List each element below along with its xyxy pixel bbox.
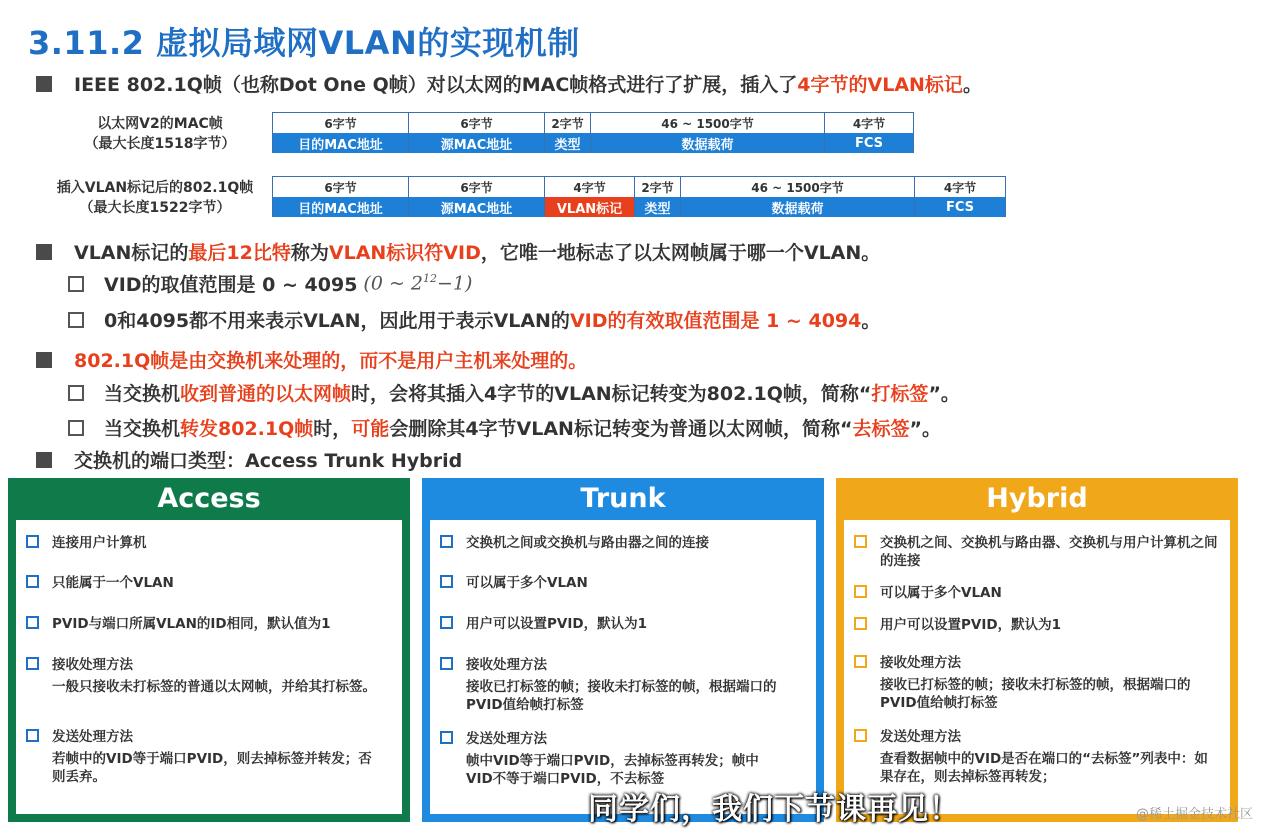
access-item: [26, 534, 394, 552]
vid-text: 称为: [290, 242, 329, 264]
item-text: 接收处理方法: [466, 657, 547, 673]
bullet-square-icon: [36, 76, 52, 92]
checkbox-icon: [440, 731, 453, 744]
frame-q-field: [634, 176, 680, 217]
access-title: Access: [157, 483, 261, 514]
frame-q-label: [40, 178, 270, 218]
watermark: @稀土掘金技术社区: [1135, 807, 1253, 822]
field-size: 6字节: [273, 176, 408, 197]
access-item: [26, 615, 394, 633]
item-subtext: 接收已打标签的帧；接收未打标签的帧，根据端口的PVID值给帧打标签: [880, 677, 1191, 711]
field-name-vlan-tag: VLAN标记: [545, 197, 634, 217]
item-text: 可以属于多个VLAN: [466, 575, 588, 591]
checkbox-icon: [854, 617, 867, 630]
item-text: 只能属于一个VLAN: [52, 575, 174, 591]
frame-q-field: [914, 176, 1006, 217]
bullet-port-types: [36, 446, 462, 473]
formula-part: (0 ~ 2: [363, 272, 424, 295]
item-text: 用户可以设置PVID，默认为1: [466, 616, 647, 632]
field-size: 4字节: [545, 176, 634, 197]
trunk-item: [440, 730, 808, 788]
field-name: 目的MAC地址: [273, 197, 408, 217]
hybrid-item: [854, 616, 1222, 634]
checkbox-icon: [440, 657, 453, 670]
field-size: 4字节: [915, 176, 1005, 197]
vid-text: ，它唯一地标志了以太网帧属于哪一个VLAN。: [480, 242, 881, 264]
untag-highlight: 转发802.1Q帧: [180, 418, 314, 440]
field-size: 2字节: [635, 176, 680, 197]
item-text: 接收处理方法: [880, 655, 961, 671]
item-text: 发送处理方法: [466, 731, 547, 747]
frame-v2-field: [544, 112, 590, 153]
frame-v2-field: [272, 112, 408, 153]
item-subtext: 一般只接收未打标签的普通以太网帧，并给其打标签。: [52, 679, 376, 695]
checkbox-icon: [26, 657, 39, 670]
vid-valid-text: 0和4095都不用来表示VLAN，因此用于表示VLAN的: [104, 310, 570, 332]
checkbox-icon: [440, 616, 453, 629]
vid-valid-text: 。: [861, 310, 881, 332]
field-name: FCS: [915, 197, 1005, 217]
item-text: PVID与端口所属VLAN的ID相同，默认值为1: [52, 616, 331, 632]
access-item: [26, 656, 394, 696]
frame-q-diagram: [272, 176, 1006, 217]
access-content: [16, 520, 402, 814]
vid-range-formula: [363, 272, 472, 294]
trunk-item: [440, 656, 808, 714]
formula-part: −1): [437, 272, 473, 295]
trunk-item: [440, 615, 808, 633]
checkbox-icon: [26, 616, 39, 629]
bullet-vid: [36, 238, 880, 265]
q-processing-heading: 802.1Q帧是由交换机来处理的，而不是用户主机来处理的。: [74, 350, 588, 372]
checkbox-icon: [440, 575, 453, 588]
vid-text: VLAN标记的: [74, 242, 189, 264]
checkbox-icon: [854, 535, 867, 548]
item-text: 可以属于多个VLAN: [880, 585, 1002, 601]
untag-highlight: 可能: [351, 418, 390, 440]
untag-text: 当交换机: [104, 418, 181, 440]
formula-exponent: 12: [423, 272, 438, 286]
tag-text: 时，会将其插入4字节的VLAN标记转变为802.1Q帧，简称“: [351, 383, 872, 405]
field-name: 数据载荷: [681, 197, 914, 217]
sub-bullet-untagging: [68, 414, 941, 441]
intro-highlight: 4字节的VLAN标记: [797, 74, 963, 96]
item-subtext: 帧中VID等于端口PVID，去掉标签再转发；帧中VID不等于端口PVID，不去标签: [466, 753, 759, 787]
item-text: 交换机之间或交换机与路由器之间的连接: [466, 535, 709, 551]
trunk-item: [440, 534, 808, 552]
trunk-title: Trunk: [580, 483, 666, 514]
checkbox-icon: [26, 575, 39, 588]
bullet-intro: [36, 70, 982, 97]
video-subtitle: 同学们，我们下节课再见！: [588, 792, 960, 827]
sub-bullet-vid-range: [68, 270, 472, 297]
hybrid-item: [854, 728, 1222, 786]
field-size: 6字节: [273, 112, 408, 133]
frame-q-field: [408, 176, 544, 217]
access-item: [26, 728, 394, 786]
item-subtext: 查看数据帧中的VID是否在端口的“去标签”列表中：如果存在，则去掉标签再转发；: [880, 751, 1208, 785]
frame-q-field: [680, 176, 914, 217]
item-text: 用户可以设置PVID，默认为1: [880, 617, 1061, 633]
bullet-square-icon: [36, 352, 52, 368]
checkbox-icon: [854, 655, 867, 668]
checkbox-icon: [26, 535, 39, 548]
hybrid-title: Hybrid: [986, 483, 1088, 514]
tag-text: ”。: [928, 383, 960, 405]
field-size: 46 ~ 1500字节: [681, 176, 914, 197]
sub-bullet-vid-valid: [68, 306, 880, 333]
intro-text: IEEE 802.1Q帧（也称Dot One Q帧）对以太网的MAC帧格式进行了扩展，插入了: [74, 74, 798, 96]
field-name: 类型: [635, 197, 680, 217]
untag-text: 会删除其4字节VLAN标记转变为普通以太网帧，简称“: [389, 418, 853, 440]
access-panel: [8, 478, 410, 822]
checkbox-icon: [68, 312, 84, 328]
field-name: 数据载荷: [591, 133, 824, 153]
tag-highlight: 收到普通的以太网帧: [180, 383, 352, 405]
checkbox-icon: [68, 420, 84, 436]
sub-bullet-tagging: [68, 379, 960, 406]
untag-highlight: 去标签: [852, 418, 910, 440]
frame-v2-field: [590, 112, 824, 153]
field-name: 源MAC地址: [409, 133, 544, 153]
frame-v2-label: [60, 114, 260, 154]
field-name: 源MAC地址: [409, 197, 544, 217]
field-size: 2字节: [545, 112, 590, 133]
vid-valid-highlight: VID的有效取值范围是 1 ~ 4094: [569, 310, 862, 332]
access-item: [26, 574, 394, 592]
item-text: 发送处理方法: [880, 729, 961, 745]
field-name: FCS: [825, 133, 913, 153]
hybrid-item: [854, 534, 1222, 570]
hybrid-content: [844, 520, 1230, 814]
item-text: 连接用户计算机: [52, 535, 147, 551]
vid-highlight: VLAN标识符VID: [328, 242, 481, 264]
item-text: 交换机之间、交换机与路由器、交换机与用户计算机之间的连接: [880, 535, 1218, 569]
vid-range-text: VID的取值范围是 0 ~ 4095: [104, 274, 358, 296]
checkbox-icon: [26, 729, 39, 742]
field-size: 6字节: [409, 176, 544, 197]
item-text: 接收处理方法: [52, 657, 133, 673]
field-size: 6字节: [409, 112, 544, 133]
frame-q-label-line2: （最大长度1522字节）: [79, 200, 231, 216]
vid-highlight: 最后12比特: [188, 242, 291, 264]
bullet-square-icon: [36, 452, 52, 468]
item-text: 发送处理方法: [52, 729, 133, 745]
checkbox-icon: [854, 585, 867, 598]
tag-highlight: 打标签: [871, 383, 929, 405]
field-name: 目的MAC地址: [273, 133, 408, 153]
untag-text: ”。: [909, 418, 941, 440]
frame-v2-label-line2: （最大长度1518字节）: [84, 136, 236, 152]
frame-q-label-line1: 插入VLAN标记后的802.1Q帧: [56, 180, 254, 196]
field-size: 4字节: [825, 112, 913, 133]
bullet-square-icon: [36, 244, 52, 260]
port-types-text: 交换机的端口类型：Access Trunk Hybrid: [74, 450, 463, 472]
checkbox-icon: [440, 535, 453, 548]
checkbox-icon: [68, 276, 84, 292]
checkbox-icon: [68, 385, 84, 401]
hybrid-item: [854, 584, 1222, 602]
item-subtext: 若帧中的VID等于端口PVID，则去掉标签并转发；否则丢弃。: [52, 751, 372, 785]
bullet-q-processing: [36, 346, 587, 373]
hybrid-panel: [836, 478, 1238, 822]
frame-v2-field: [824, 112, 914, 153]
field-size: 46 ~ 1500字节: [591, 112, 824, 133]
frame-v2-diagram: [272, 112, 914, 153]
field-name: 类型: [545, 133, 590, 153]
untag-text: 时，: [313, 418, 352, 440]
frame-q-field: [272, 176, 408, 217]
trunk-item: [440, 574, 808, 592]
intro-end: 。: [962, 74, 982, 96]
checkbox-icon: [854, 729, 867, 742]
page-title: 3.11.2 虚拟局域网VLAN的实现机制: [28, 24, 580, 62]
hybrid-item: [854, 654, 1222, 712]
trunk-content: [430, 520, 816, 814]
frame-v2-field: [408, 112, 544, 153]
frame-q-field: [544, 176, 634, 217]
item-subtext: 接收已打标签的帧；接收未打标签的帧，根据端口的PVID值给帧打标签: [466, 679, 777, 713]
trunk-panel: [422, 478, 824, 822]
frame-v2-label-line1: 以太网V2的MAC帧: [97, 116, 223, 132]
tag-text: 当交换机: [104, 383, 181, 405]
